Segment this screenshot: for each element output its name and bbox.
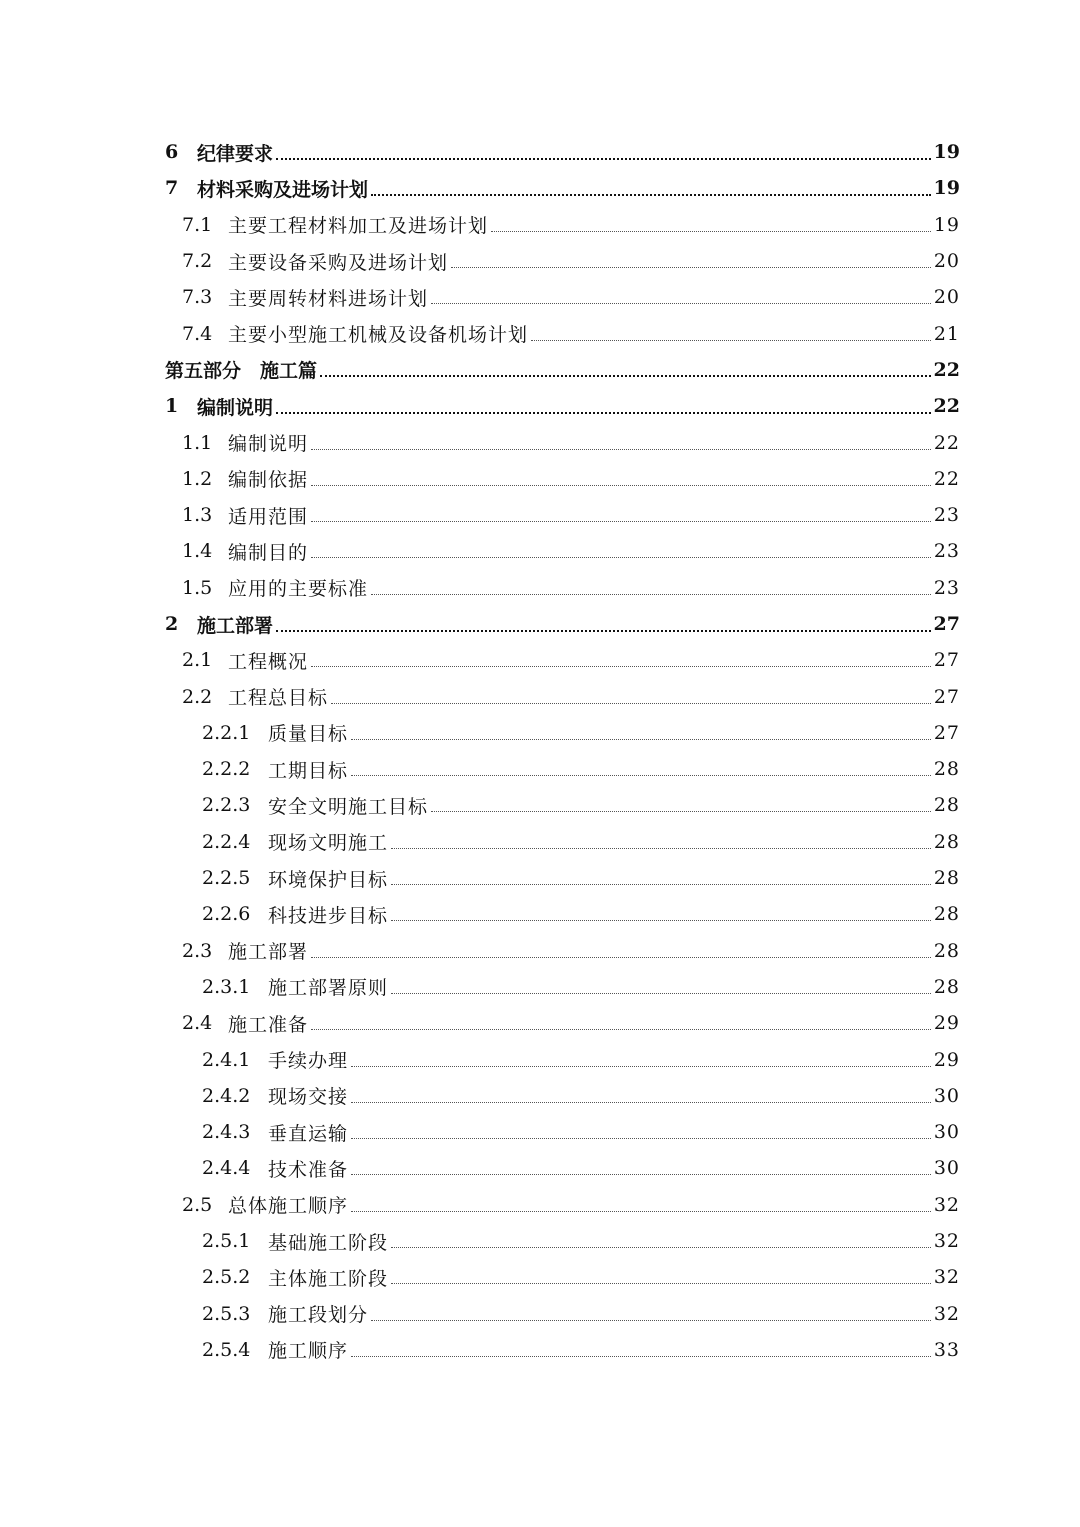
toc-entry-number: 2.4.4 bbox=[202, 1157, 251, 1180]
dot-leader bbox=[391, 847, 931, 849]
toc-entry-page-number: 29 bbox=[933, 1012, 960, 1035]
dot-leader bbox=[391, 1246, 931, 1248]
toc-entry-number: 1 bbox=[165, 395, 179, 418]
toc-entry-number: 2.2 bbox=[182, 685, 213, 708]
toc-entry-page-number: 19 bbox=[933, 177, 960, 200]
toc-entry-title: 主要工程材料加工及进场计划 bbox=[228, 215, 489, 238]
toc-entry[interactable] bbox=[0, 134, 1080, 170]
toc-entry-number: 2.4.3 bbox=[202, 1121, 251, 1144]
toc-entry-page-number: 28 bbox=[933, 903, 960, 926]
toc-entry-number: 2.2.6 bbox=[202, 903, 251, 926]
toc-entry-title: 工程总目标 bbox=[228, 687, 329, 710]
toc-entry-title: 手续办理 bbox=[268, 1050, 349, 1073]
toc-entry-title: 科技进步目标 bbox=[268, 904, 389, 927]
dot-leader bbox=[351, 774, 931, 776]
toc-entry-number: 1.4 bbox=[182, 540, 213, 563]
dot-leader bbox=[331, 702, 931, 704]
dot-leader bbox=[351, 1101, 931, 1103]
toc-entry-number: 2.5.4 bbox=[202, 1338, 251, 1361]
dot-leader bbox=[371, 593, 931, 595]
dot-leader bbox=[391, 883, 931, 885]
toc-entry-page-number: 21 bbox=[933, 322, 960, 345]
toc-entry-number: 7.4 bbox=[182, 322, 213, 345]
toc-entry-number: 2.5.1 bbox=[202, 1230, 251, 1253]
toc-entry-number: 1.3 bbox=[182, 504, 213, 527]
toc-entry[interactable] bbox=[0, 570, 1080, 606]
toc-entry-page-number: 22 bbox=[933, 431, 960, 454]
toc-entry[interactable] bbox=[0, 715, 1080, 751]
toc-entry-title: 施工部署原则 bbox=[268, 977, 389, 1000]
toc-entry-number: 7 bbox=[165, 177, 179, 200]
dot-leader bbox=[351, 1137, 931, 1139]
toc-entry[interactable] bbox=[0, 1150, 1080, 1186]
toc-entry-number: 2.2.3 bbox=[202, 794, 251, 817]
toc-entry-page-number: 32 bbox=[933, 1302, 960, 1325]
toc-entry-page-number: 20 bbox=[933, 250, 960, 273]
toc-entry-title: 施工顺序 bbox=[268, 1340, 349, 1363]
toc-entry-number: 7.2 bbox=[182, 250, 213, 273]
dot-leader bbox=[276, 411, 931, 414]
toc-entry[interactable] bbox=[0, 969, 1080, 1005]
toc-entry-title: 主要周转材料进场计划 bbox=[228, 287, 429, 310]
toc-entry[interactable] bbox=[0, 933, 1080, 969]
toc-entry-page-number: 30 bbox=[933, 1084, 960, 1107]
toc-entry-title: 基础施工阶段 bbox=[268, 1231, 389, 1254]
dot-leader bbox=[531, 339, 931, 341]
toc-entry-title: 施工段划分 bbox=[268, 1304, 369, 1327]
toc-entry-title: 主要设备采购及进场计划 bbox=[228, 251, 449, 274]
dot-leader bbox=[311, 484, 931, 486]
toc-entry[interactable] bbox=[0, 1078, 1080, 1114]
toc-entry-title: 垂直运输 bbox=[268, 1122, 349, 1145]
toc-entry-number: 2.2.2 bbox=[202, 758, 251, 781]
toc-entry-title: 环境保护目标 bbox=[268, 868, 389, 891]
toc-entry[interactable] bbox=[0, 279, 1080, 315]
toc-entry-page-number: 19 bbox=[933, 213, 960, 236]
dot-leader bbox=[276, 157, 931, 160]
toc-entry-number: 6 bbox=[165, 141, 179, 164]
toc-entry-page-number: 28 bbox=[933, 830, 960, 853]
dot-leader bbox=[351, 1065, 931, 1067]
toc-entry[interactable] bbox=[0, 1259, 1080, 1295]
toc-entry-page-number: 20 bbox=[933, 286, 960, 309]
dot-leader bbox=[351, 738, 931, 740]
dot-leader bbox=[311, 956, 931, 958]
toc-entry-number: 2.5.3 bbox=[202, 1302, 251, 1325]
toc-entry-page-number: 32 bbox=[933, 1266, 960, 1289]
toc-entry-title: 编制依据 bbox=[228, 469, 309, 492]
toc-entry-number: 2.4.1 bbox=[202, 1048, 251, 1071]
toc-entry-page-number: 27 bbox=[933, 721, 960, 744]
toc-entry-title: 编制目的 bbox=[228, 541, 309, 564]
dot-leader bbox=[311, 520, 931, 522]
toc-entry-page-number: 19 bbox=[933, 141, 960, 164]
toc-entry-title: 质量目标 bbox=[268, 723, 349, 746]
toc-entry-page-number: 33 bbox=[933, 1338, 960, 1361]
toc-entry[interactable] bbox=[0, 606, 1080, 642]
toc-entry-page-number: 28 bbox=[933, 758, 960, 781]
dot-leader bbox=[311, 448, 931, 450]
toc-entry[interactable] bbox=[0, 1223, 1080, 1259]
toc-entry[interactable] bbox=[0, 1187, 1080, 1223]
dot-leader bbox=[276, 629, 931, 632]
toc-entry-number: 2.1 bbox=[182, 649, 213, 672]
toc-entry-page-number: 22 bbox=[933, 395, 960, 418]
toc-entry-page-number: 22 bbox=[933, 467, 960, 490]
dot-leader bbox=[351, 1173, 931, 1175]
toc-entry[interactable] bbox=[0, 497, 1080, 533]
toc-entry-title: 材料采购及进场计划 bbox=[197, 178, 369, 201]
toc-entry-number: 2.3 bbox=[182, 939, 213, 962]
dot-leader bbox=[431, 810, 931, 812]
toc-entry-page-number: 28 bbox=[933, 794, 960, 817]
table-of-contents bbox=[0, 134, 1080, 1368]
toc-entry-title: 主体施工阶段 bbox=[268, 1267, 389, 1290]
toc-entry-title: 施工部署 bbox=[197, 614, 274, 637]
toc-entry[interactable] bbox=[0, 1005, 1080, 1041]
toc-entry[interactable] bbox=[0, 388, 1080, 424]
dot-leader bbox=[320, 374, 931, 377]
dot-leader bbox=[391, 1282, 931, 1284]
toc-entry[interactable] bbox=[0, 207, 1080, 243]
toc-entry-title: 应用的主要标准 bbox=[228, 578, 369, 601]
toc-entry-page-number: 28 bbox=[933, 939, 960, 962]
toc-entry-number: 2.4.2 bbox=[202, 1084, 251, 1107]
toc-entry-number: 1.5 bbox=[182, 576, 213, 599]
toc-entry[interactable] bbox=[0, 678, 1080, 714]
toc-entry[interactable] bbox=[0, 1332, 1080, 1368]
toc-entry[interactable] bbox=[0, 787, 1080, 823]
toc-entry-page-number: 23 bbox=[933, 504, 960, 527]
toc-entry[interactable] bbox=[0, 424, 1080, 460]
dot-leader bbox=[351, 1210, 931, 1212]
toc-entry-number: 2.4 bbox=[182, 1012, 213, 1035]
toc-entry-page-number: 28 bbox=[933, 975, 960, 998]
toc-entry[interactable] bbox=[0, 642, 1080, 678]
toc-entry-title: 技术准备 bbox=[268, 1158, 349, 1181]
toc-entry[interactable] bbox=[0, 461, 1080, 497]
toc-entry-page-number: 30 bbox=[933, 1121, 960, 1144]
toc-entry[interactable] bbox=[0, 170, 1080, 206]
toc-entry[interactable] bbox=[0, 824, 1080, 860]
toc-entry-title: 工程概况 bbox=[228, 650, 309, 673]
dot-leader bbox=[311, 665, 931, 667]
toc-entry-number: 2 bbox=[165, 613, 179, 635]
toc-entry[interactable] bbox=[0, 751, 1080, 787]
toc-entry[interactable] bbox=[0, 896, 1080, 932]
toc-entry-title: 现场文明施工 bbox=[268, 832, 389, 855]
toc-entry-number: 2.2.1 bbox=[202, 721, 251, 744]
toc-entry-title: 编制说明 bbox=[228, 433, 309, 456]
toc-entry-number: 1.1 bbox=[182, 431, 213, 454]
toc-entry[interactable] bbox=[0, 315, 1080, 351]
toc-entry-page-number: 23 bbox=[933, 576, 960, 599]
toc-entry-number: 2.3.1 bbox=[202, 975, 251, 998]
dot-leader bbox=[451, 266, 931, 268]
toc-entry-title: 编制说明 bbox=[197, 396, 274, 419]
toc-entry-page-number: 28 bbox=[933, 867, 960, 890]
toc-entry[interactable] bbox=[0, 1041, 1080, 1077]
toc-entry-title: 现场交接 bbox=[268, 1086, 349, 1109]
toc-entry-title: 主要小型施工机械及设备机场计划 bbox=[228, 324, 529, 347]
dot-leader bbox=[311, 1028, 931, 1030]
toc-entry-title: 安全文明施工目标 bbox=[268, 795, 429, 818]
toc-entry[interactable] bbox=[0, 1114, 1080, 1150]
toc-entry-number: 2.5 bbox=[182, 1193, 213, 1216]
toc-entry-page-number: 30 bbox=[933, 1157, 960, 1180]
toc-entry-number: 1.2 bbox=[182, 467, 213, 490]
toc-entry-title: 工期目标 bbox=[268, 759, 349, 782]
dot-leader bbox=[371, 1319, 931, 1321]
dot-leader bbox=[491, 230, 931, 232]
toc-entry-title: 总体施工顺序 bbox=[228, 1195, 349, 1218]
toc-entry-number: 2.2.4 bbox=[202, 830, 251, 853]
dot-leader bbox=[431, 302, 931, 304]
toc-entry[interactable] bbox=[0, 1296, 1080, 1332]
toc-entry-number: 7.1 bbox=[182, 213, 213, 236]
toc-entry-page-number: 23 bbox=[933, 540, 960, 563]
toc-entry[interactable] bbox=[0, 533, 1080, 569]
toc-entry-number: 7.3 bbox=[182, 286, 213, 309]
dot-leader bbox=[311, 556, 931, 558]
toc-entry-title: 第五部分 施工篇 bbox=[165, 360, 318, 383]
toc-entry[interactable] bbox=[0, 243, 1080, 279]
toc-entry-title: 纪律要求 bbox=[197, 142, 274, 165]
toc-entry-number: 2.2.5 bbox=[202, 867, 251, 890]
toc-entry-number: 2.5.2 bbox=[202, 1266, 251, 1289]
dot-leader bbox=[391, 992, 931, 994]
toc-entry[interactable] bbox=[0, 352, 1080, 388]
dot-leader bbox=[351, 1355, 931, 1357]
dot-leader bbox=[371, 193, 931, 196]
dot-leader bbox=[391, 919, 931, 921]
toc-entry[interactable] bbox=[0, 860, 1080, 896]
toc-entry-page-number: 27 bbox=[933, 685, 960, 708]
toc-entry-page-number: 22 bbox=[933, 358, 960, 381]
toc-entry-page-number: 27 bbox=[933, 649, 960, 672]
toc-entry-page-number: 29 bbox=[933, 1048, 960, 1071]
toc-entry-page-number: 32 bbox=[933, 1230, 960, 1253]
toc-entry-title: 施工准备 bbox=[228, 1013, 309, 1036]
toc-entry-page-number: 27 bbox=[933, 613, 960, 635]
toc-entry-title: 施工部署 bbox=[228, 941, 309, 964]
toc-entry-title: 适用范围 bbox=[228, 505, 309, 528]
toc-entry-page-number: 32 bbox=[933, 1193, 960, 1216]
